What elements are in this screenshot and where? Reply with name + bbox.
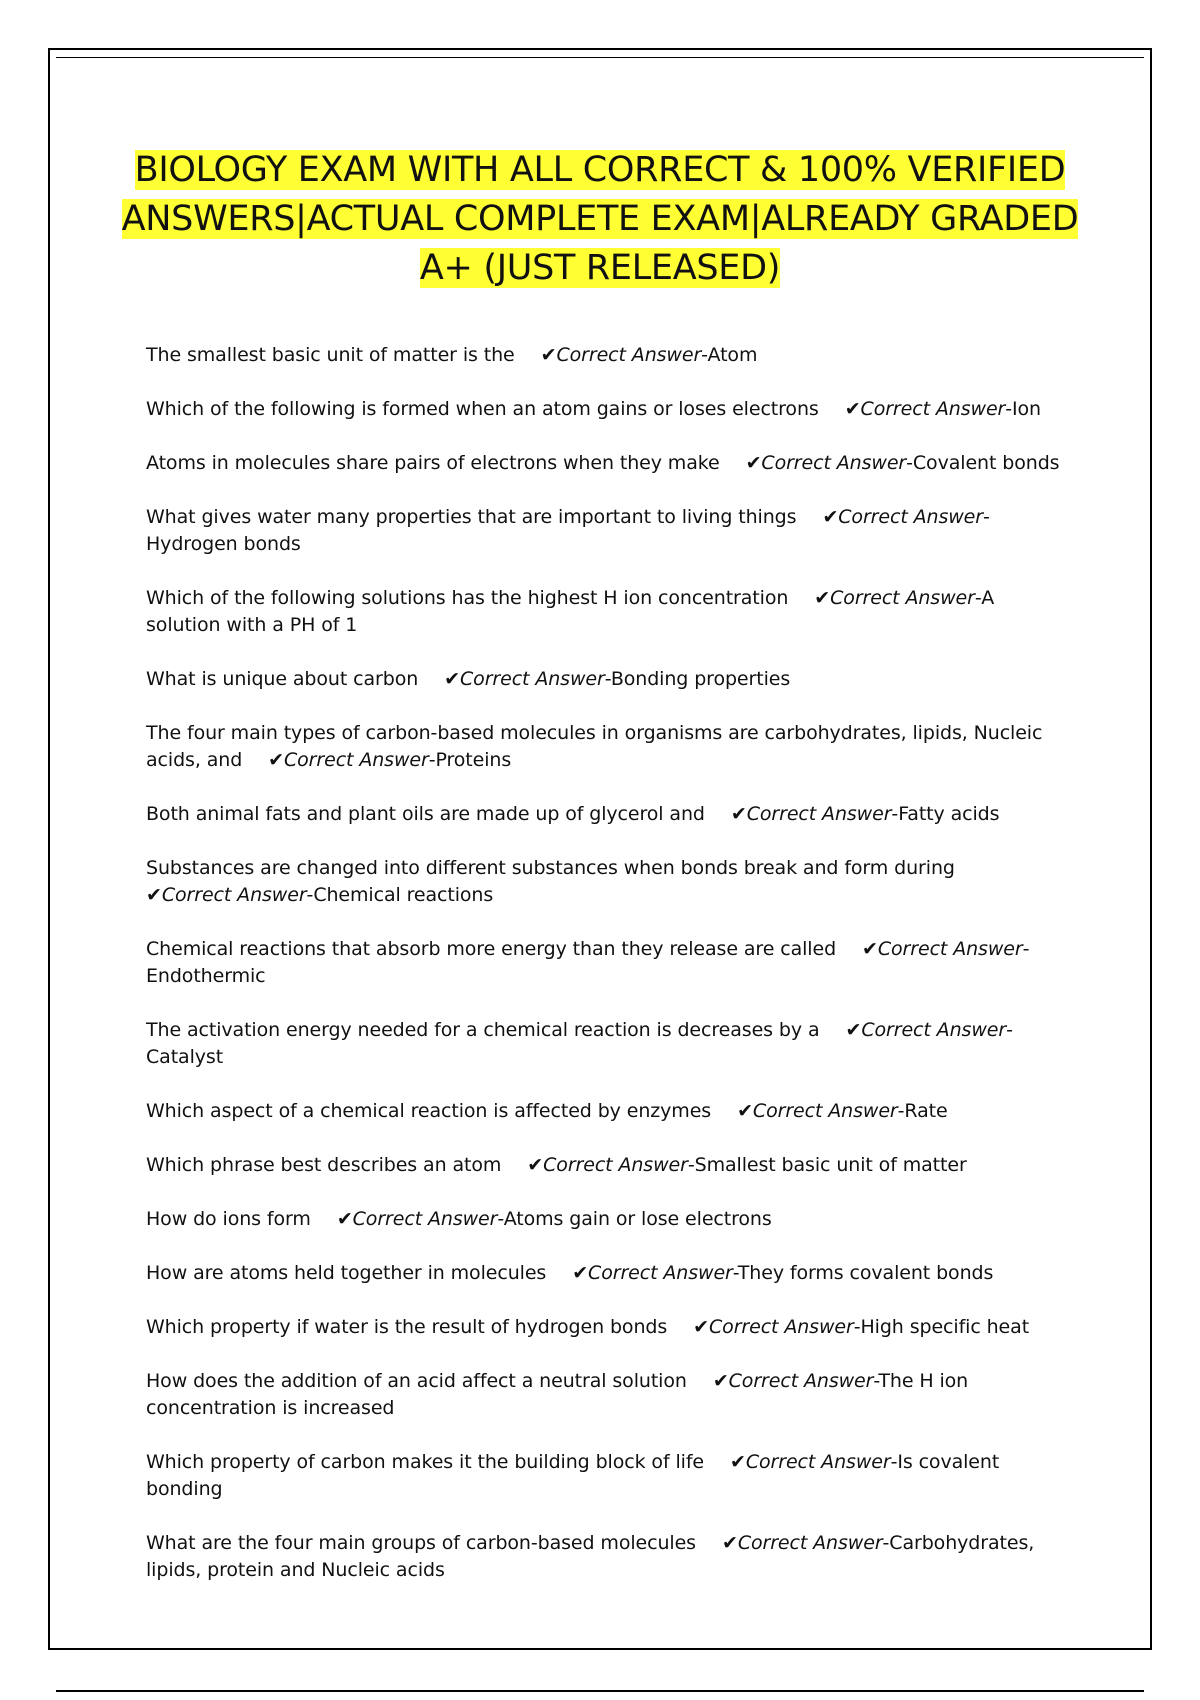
qa-item bbox=[146, 342, 1061, 369]
question-text: The activation energy needed for a chemical reaction is decreases by a bbox=[146, 1019, 820, 1041]
answer-separator: - bbox=[687, 1154, 695, 1176]
qa-item bbox=[146, 936, 1061, 990]
checkmark-icon: ✔ bbox=[844, 398, 861, 420]
qa-item bbox=[146, 855, 1061, 909]
correct-answer-label: Correct Answer bbox=[283, 749, 429, 771]
checkmark-icon: ✔ bbox=[737, 1100, 753, 1122]
qa-item bbox=[146, 1368, 1061, 1422]
document-title bbox=[120, 146, 1080, 293]
question-text: What is unique about carbon bbox=[146, 668, 419, 690]
question-text: Chemical reactions that absorb more energy than they release are called bbox=[146, 938, 837, 960]
question-text: How does the addition of an acid affect a neutral solution bbox=[146, 1370, 687, 1392]
question-text: How are atoms held together in molecules bbox=[146, 1262, 547, 1284]
answer-separator: - bbox=[882, 1532, 890, 1554]
answer-separator: - bbox=[1005, 398, 1013, 420]
answer-text: Atoms gain or lose electrons bbox=[503, 1208, 772, 1230]
answer-text: Covalent bonds bbox=[912, 452, 1060, 474]
correct-answer-label: Correct Answer bbox=[838, 506, 983, 528]
checkmark-icon: ✔ bbox=[693, 1316, 709, 1338]
answer-separator: - bbox=[1022, 938, 1030, 960]
qa-item bbox=[146, 396, 1061, 423]
checkmark-icon: ✔ bbox=[268, 749, 284, 771]
question-text: Which of the following is formed when an atom gains or loses electrons bbox=[146, 398, 819, 420]
checkmark-icon: ✔ bbox=[745, 452, 762, 474]
checkmark-icon: ✔ bbox=[527, 1154, 544, 1176]
correct-answer-label: Correct Answer bbox=[352, 1208, 498, 1230]
qa-item bbox=[146, 1206, 1061, 1233]
qa-item bbox=[146, 801, 1061, 828]
question-text: Which property of carbon makes it the building block of life bbox=[146, 1451, 705, 1473]
qa-item bbox=[146, 1314, 1061, 1341]
checkmark-icon: ✔ bbox=[730, 803, 747, 825]
qa-item bbox=[146, 585, 1061, 639]
answer-text: Ion bbox=[1012, 398, 1041, 420]
checkmark-icon: ✔ bbox=[712, 1370, 729, 1392]
correct-answer-label: Correct Answer bbox=[556, 344, 702, 366]
correct-answer-label: Correct Answer bbox=[861, 1019, 1007, 1041]
qa-item bbox=[146, 1449, 1061, 1503]
question-text: The smallest basic unit of matter is the bbox=[146, 344, 515, 366]
answer-separator: - bbox=[428, 749, 436, 771]
correct-answer-label: Correct Answer bbox=[877, 938, 1023, 960]
question-text: What gives water many properties that are important to living things bbox=[146, 506, 797, 528]
checkmark-icon: ✔ bbox=[730, 1451, 746, 1473]
correct-answer-label: Correct Answer bbox=[709, 1316, 854, 1338]
answer-text: Carbohydrates, lipids, protein and Nucleic acids bbox=[146, 1532, 1035, 1581]
checkmark-icon: ✔ bbox=[721, 1532, 738, 1554]
correct-answer-label: Correct Answer bbox=[161, 884, 307, 906]
answer-text: Fatty acids bbox=[898, 803, 1000, 825]
question-answer-list bbox=[146, 342, 1061, 1611]
correct-answer-label: Correct Answer bbox=[728, 1370, 874, 1392]
checkmark-icon: ✔ bbox=[336, 1208, 353, 1230]
checkmark-icon: ✔ bbox=[822, 506, 839, 528]
question-text: Which of the following solutions has the highest H ion concentration bbox=[146, 587, 789, 609]
answer-separator: - bbox=[890, 1451, 898, 1473]
question-text: The four main types of carbon-based molecules in organisms are carbohydrates, lipids, Nucleic acids, and bbox=[146, 722, 1043, 771]
qa-item bbox=[146, 720, 1061, 774]
checkmark-icon: ✔ bbox=[862, 938, 878, 960]
answer-separator: - bbox=[306, 884, 314, 906]
answer-text: Atom bbox=[707, 344, 758, 366]
qa-item bbox=[146, 666, 1061, 693]
qa-item bbox=[146, 1098, 1061, 1125]
question-text: How do ions form bbox=[146, 1208, 311, 1230]
qa-item bbox=[146, 1260, 1061, 1287]
correct-answer-label: Correct Answer bbox=[745, 1451, 891, 1473]
answer-separator: - bbox=[497, 1208, 504, 1230]
answer-separator: - bbox=[701, 344, 708, 366]
answer-text: Is covalent bonding bbox=[146, 1451, 1000, 1500]
correct-answer-label: Correct Answer bbox=[460, 668, 605, 690]
question-text: Which aspect of a chemical reaction is affected by enzymes bbox=[146, 1100, 712, 1122]
correct-answer-label: Correct Answer bbox=[588, 1262, 733, 1284]
answer-separator: - bbox=[982, 506, 990, 528]
answer-text: A solution with a PH of 1 bbox=[146, 587, 995, 636]
checkmark-icon: ✔ bbox=[444, 668, 460, 690]
answer-separator: - bbox=[897, 1100, 905, 1122]
answer-text: High specific heat bbox=[860, 1316, 1030, 1338]
question-text: Atoms in molecules share pairs of electrons when they make bbox=[146, 452, 720, 474]
qa-item bbox=[146, 504, 1061, 558]
qa-item bbox=[146, 450, 1061, 477]
correct-answer-label: Correct Answer bbox=[860, 398, 1006, 420]
answer-separator: - bbox=[604, 668, 611, 690]
page-inner-rule bbox=[56, 57, 1144, 58]
footer-rule bbox=[56, 1690, 1144, 1692]
correct-answer-label: Correct Answer bbox=[830, 587, 975, 609]
correct-answer-label: Correct Answer bbox=[761, 452, 907, 474]
qa-item bbox=[146, 1017, 1061, 1071]
checkmark-icon: ✔ bbox=[814, 587, 831, 609]
checkmark-icon: ✔ bbox=[845, 1019, 862, 1041]
checkmark-icon: ✔ bbox=[540, 344, 557, 366]
answer-text: Chemical reactions bbox=[313, 884, 494, 906]
answer-separator: - bbox=[1006, 1019, 1013, 1041]
answer-separator: - bbox=[853, 1316, 861, 1338]
question-text: Which property if water is the result of hydrogen bonds bbox=[146, 1316, 668, 1338]
checkmark-icon: ✔ bbox=[572, 1262, 589, 1284]
answer-text: Smallest basic unit of matter bbox=[694, 1154, 967, 1176]
answer-text: Rate bbox=[904, 1100, 948, 1122]
answer-separator: - bbox=[974, 587, 982, 609]
question-text: Substances are changed into different substances when bonds break and form during bbox=[146, 857, 955, 879]
answer-separator: - bbox=[891, 803, 899, 825]
answer-text: The H ion concentration is increased bbox=[146, 1370, 969, 1419]
question-text: What are the four main groups of carbon-based molecules bbox=[146, 1532, 696, 1554]
answer-text: Bonding properties bbox=[610, 668, 791, 690]
correct-answer-label: Correct Answer bbox=[752, 1100, 898, 1122]
correct-answer-label: Correct Answer bbox=[746, 803, 892, 825]
answer-separator: - bbox=[873, 1370, 879, 1392]
correct-answer-label: Correct Answer bbox=[543, 1154, 688, 1176]
answer-text: Catalyst bbox=[146, 1046, 224, 1068]
question-text: Both animal fats and plant oils are made up of glycerol and bbox=[146, 803, 705, 825]
checkmark-icon: ✔ bbox=[146, 884, 162, 906]
qa-item bbox=[146, 1530, 1061, 1584]
answer-text: Endothermic bbox=[146, 965, 266, 987]
question-text: Which phrase best describes an atom bbox=[146, 1154, 502, 1176]
title-highlight: BIOLOGY EXAM WITH ALL CORRECT & 100% VERIFIED ANSWERS|ACTUAL COMPLETE EXAM|ALREADY GRADED A+ (JUST RELEASED) bbox=[121, 150, 1079, 288]
answer-text: Proteins bbox=[435, 749, 512, 771]
answer-separator: - bbox=[906, 452, 913, 474]
answer-separator: - bbox=[732, 1262, 738, 1284]
correct-answer-label: Correct Answer bbox=[737, 1532, 883, 1554]
qa-item bbox=[146, 1152, 1061, 1179]
answer-text: Hydrogen bonds bbox=[146, 533, 301, 555]
answer-text: They forms covalent bonds bbox=[737, 1262, 994, 1284]
